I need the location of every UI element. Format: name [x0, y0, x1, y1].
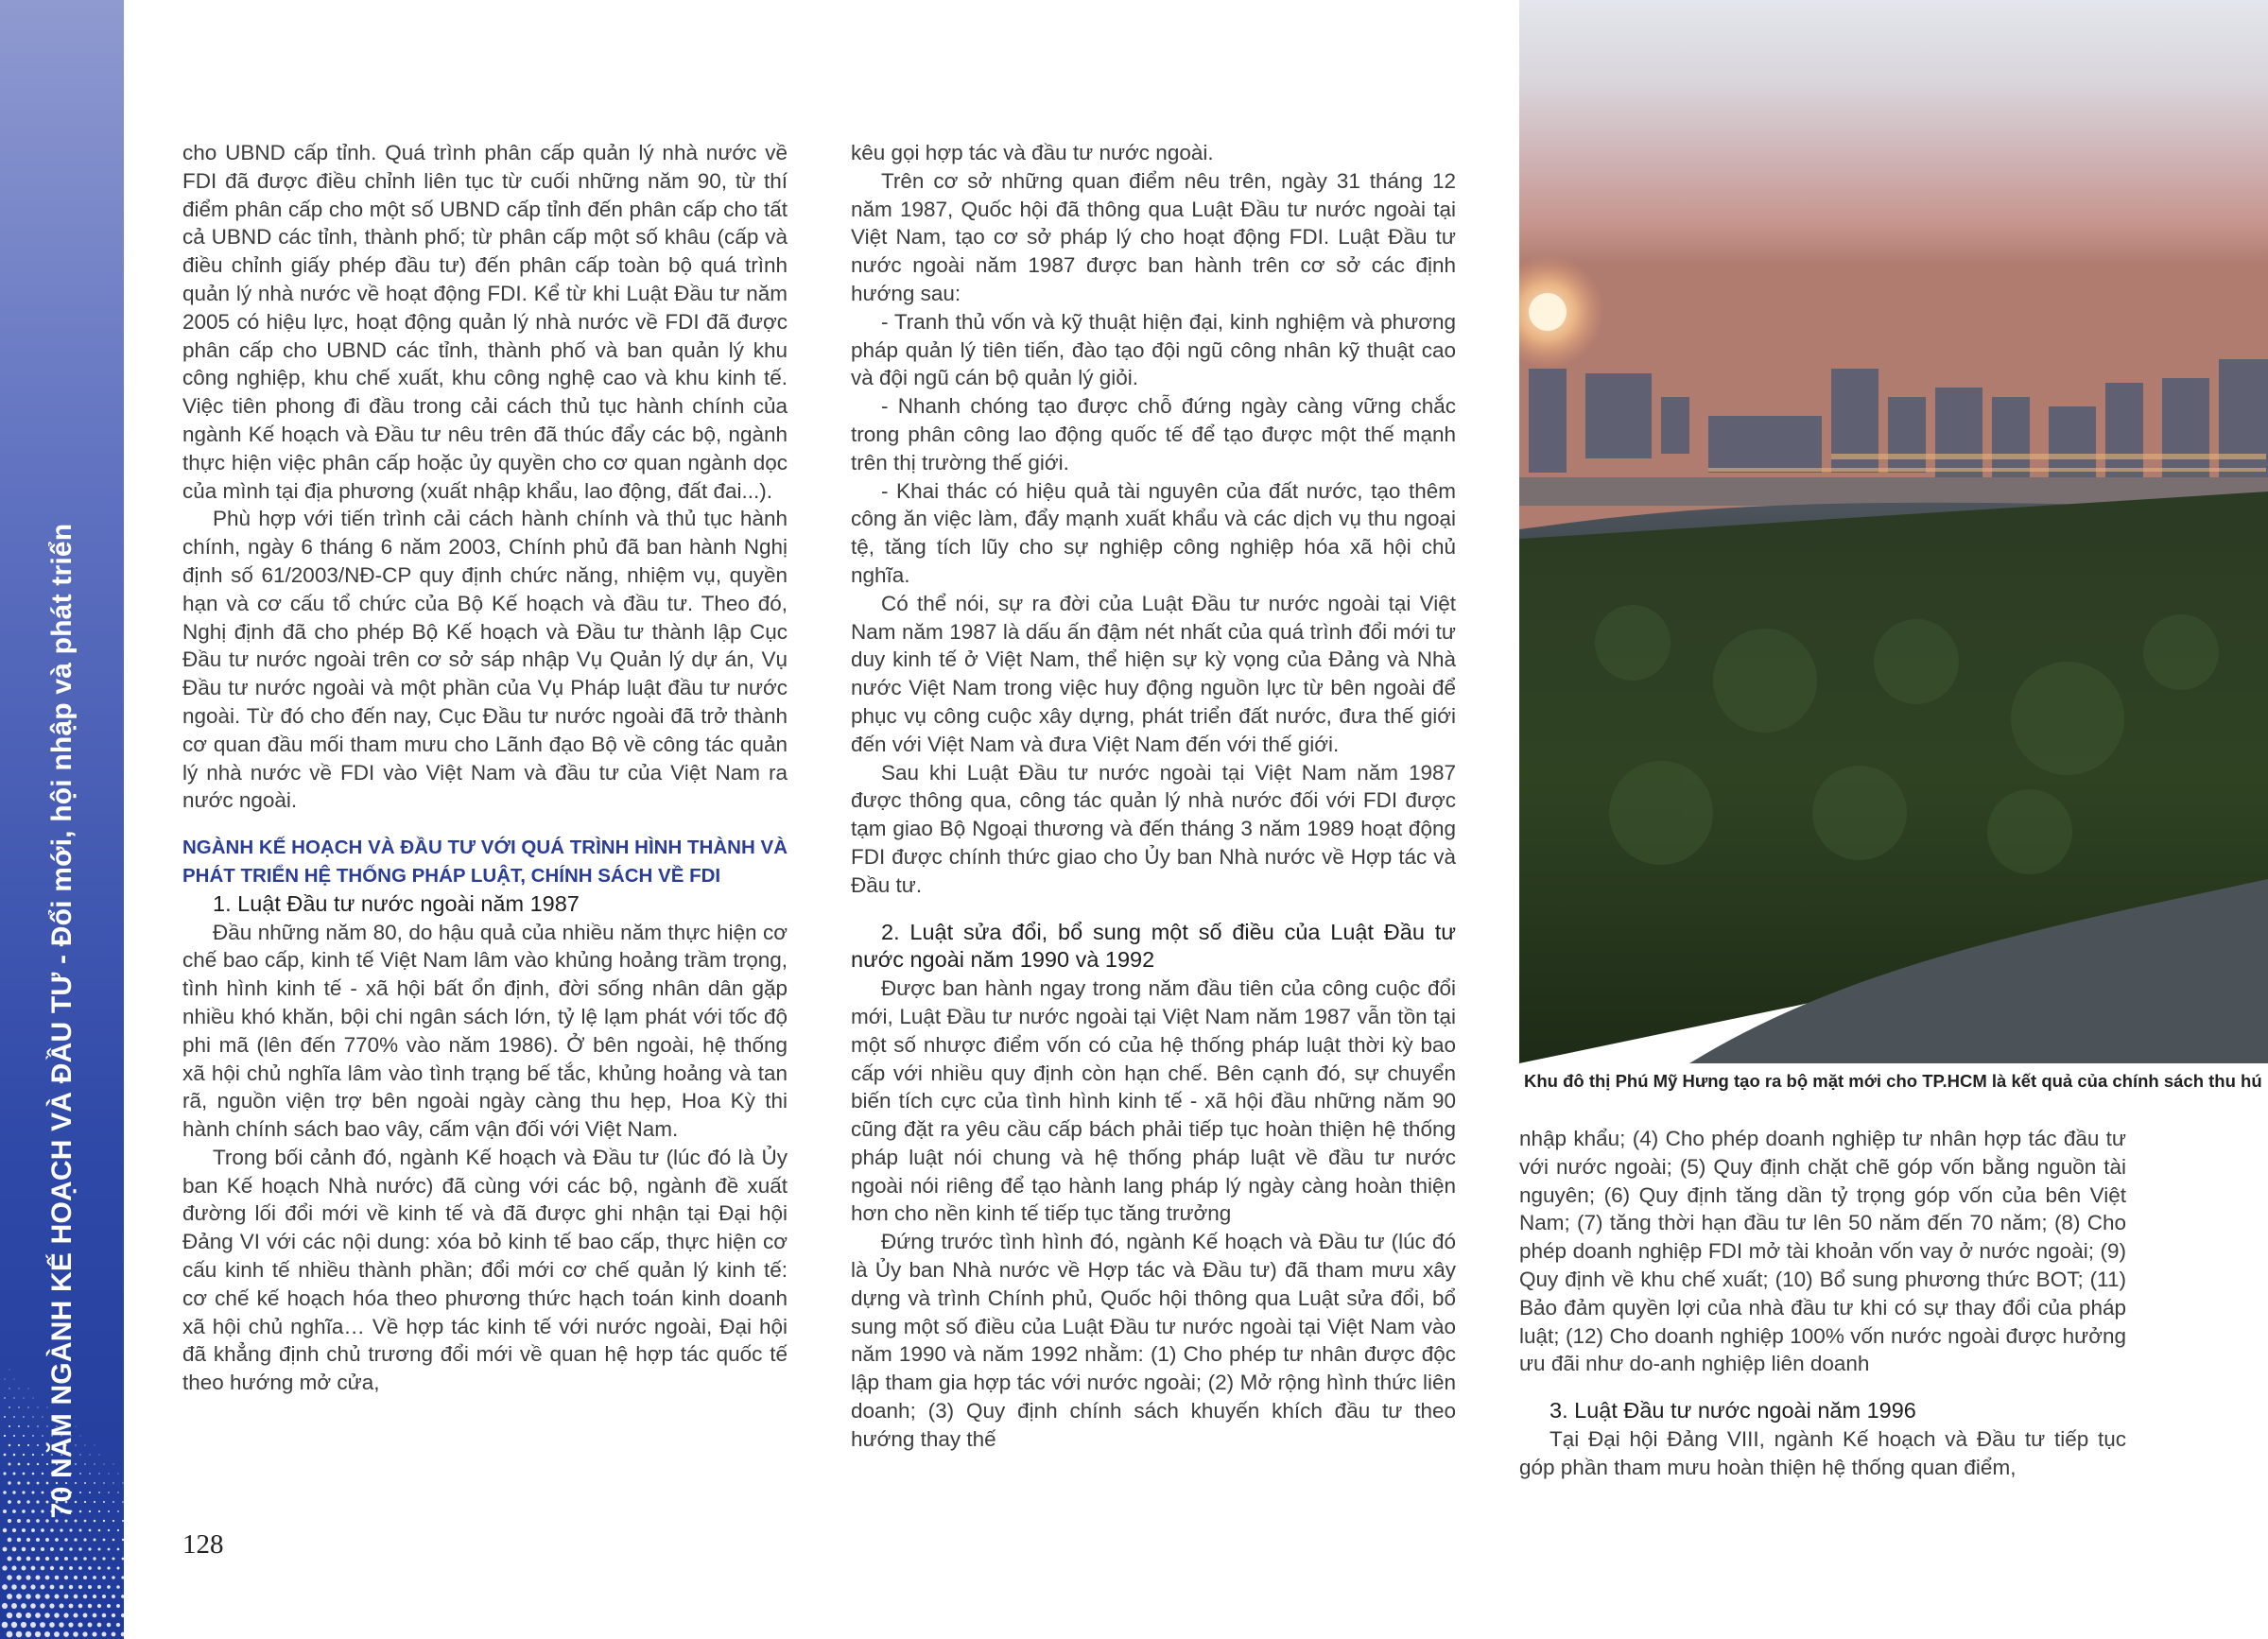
halftone-dot — [74, 1557, 78, 1561]
halftone-dot — [27, 1482, 30, 1485]
halftone-dot — [60, 1547, 63, 1551]
halftone-dot — [102, 1632, 107, 1637]
halftone-dot — [78, 1547, 81, 1550]
halftone-dot — [8, 1481, 10, 1484]
halftone-dot — [42, 1435, 43, 1437]
halftone-dot — [21, 1603, 26, 1609]
halftone-dot — [23, 1454, 25, 1456]
halftone-dot — [84, 1520, 87, 1523]
halftone-dot — [36, 1519, 40, 1523]
halftone-dot — [31, 1566, 36, 1571]
halftone-dot — [60, 1566, 63, 1570]
halftone-dot — [50, 1528, 54, 1532]
halftone-dot — [35, 1594, 40, 1598]
halftone-dot — [23, 1397, 24, 1398]
paragraph: Được ban hành ngay trong năm đầu tiên của công cuộc đổi mới, Luật Đầu tư nước ngoài tại Việt Nam năm 1987 vẫn tồn tại một số nhược điểm vốn có của hệ thống pháp luật thời kỳ bao cấp với nhiều quy định còn hạn chế. Bên cạnh đó, sự chuyển biến tích cực của tình hình kinh tế - xã hội đầu những năm 90 cũng đặt ra yêu cầu cấp bách phải tiếp tục hoàn thiện hệ thống pháp luật nói chung và hệ thống pháp luật về đầu tư nước ngoài nói riêng để tạo hành lang pháp lý ngày càng hoàn thiện hơn cho nền kinh tế tiếp tục tăng trưởng — [851, 976, 1456, 1226]
halftone-dot — [18, 1406, 19, 1407]
halftone-dot — [9, 1425, 10, 1427]
halftone-dot — [54, 1594, 59, 1598]
halftone-dot — [50, 1566, 54, 1570]
halftone-dot — [97, 1566, 100, 1569]
text-column-1 — [182, 139, 788, 1397]
halftone-dot — [108, 1529, 110, 1531]
halftone-dot — [88, 1566, 92, 1570]
halftone-dot — [42, 1492, 44, 1494]
halftone-dot — [107, 1566, 110, 1569]
halftone-dot — [116, 1585, 120, 1589]
halftone-dot — [113, 1464, 114, 1465]
halftone-dot — [41, 1547, 44, 1551]
halftone-dot — [8, 1519, 11, 1523]
halftone-dot — [113, 1539, 115, 1542]
subsection-heading: 1. Luật Đầu tư nước ngoài năm 1987 — [213, 890, 580, 916]
halftone-dot — [22, 1528, 26, 1532]
halftone-dot — [68, 1622, 73, 1627]
paragraph: Trên cơ sở những quan điểm nêu trên, ngày 31 tháng 12 năm 1987, Quốc hội đã thông qua Luật Đầu tư nước ngoài tại Việt Nam, tạo cơ sở pháp lý cho hoạt động FDI. Luật Đầu tư nước ngoài năm 1987 được ban hành trên cơ sở các định hướng sau: — [851, 168, 1456, 305]
halftone-dot — [13, 1473, 16, 1475]
halftone-dot — [2, 1565, 7, 1570]
halftone-dot — [21, 1584, 26, 1589]
halftone-dot — [94, 1482, 95, 1484]
halftone-dot — [8, 1500, 11, 1504]
halftone-dot — [3, 1472, 6, 1475]
halftone-dot — [121, 1613, 124, 1617]
text-column-3 — [1519, 1125, 2126, 1482]
halftone-dot — [94, 1463, 95, 1464]
halftone-dot — [84, 1482, 86, 1484]
halftone-dot — [117, 1548, 120, 1551]
halftone-dot — [16, 1575, 21, 1579]
city-photo-illustration — [1519, 0, 2268, 1063]
sidebar-title-main: 70 NĂM NGÀNH KẾ HOẠCH VÀ ĐẦU TƯ — [46, 972, 78, 1519]
halftone-dot — [89, 1529, 92, 1532]
halftone-dot — [116, 1566, 119, 1569]
halftone-dot — [8, 1538, 12, 1543]
halftone-dot — [102, 1557, 105, 1560]
halftone-dot — [37, 1406, 38, 1407]
halftone-dot — [44, 1631, 50, 1637]
halftone-dot — [55, 1576, 60, 1580]
halftone-dot — [26, 1613, 31, 1618]
halftone-dot — [36, 1500, 39, 1503]
halftone-dot — [3, 1547, 8, 1552]
halftone-dot — [89, 1454, 90, 1455]
spacer — [1519, 1378, 2126, 1397]
halftone-dot — [30, 1622, 36, 1628]
halftone-dot — [9, 1406, 10, 1408]
halftone-dot — [44, 1613, 50, 1618]
halftone-dot — [17, 1538, 21, 1542]
halftone-dot — [112, 1576, 114, 1579]
halftone-dot — [88, 1547, 91, 1550]
halftone-dot — [102, 1595, 106, 1598]
halftone-dot — [33, 1398, 34, 1399]
halftone-dot — [45, 1538, 49, 1542]
halftone-dot — [4, 1454, 7, 1457]
halftone-dot — [22, 1491, 25, 1493]
halftone-dot — [9, 1370, 10, 1371]
halftone-dot — [18, 1444, 20, 1446]
halftone-dot — [98, 1529, 101, 1532]
halftone-dot — [78, 1604, 83, 1609]
halftone-dot — [107, 1623, 112, 1628]
halftone-dot — [83, 1538, 86, 1541]
halftone-dot — [49, 1603, 54, 1608]
halftone-dot — [12, 1528, 16, 1532]
halftone-dot — [84, 1463, 85, 1464]
halftone-dot — [97, 1604, 101, 1608]
halftone-dot — [41, 1585, 45, 1590]
halftone-dot — [94, 1501, 95, 1503]
halftone-dot — [112, 1595, 115, 1598]
paragraph: Đầu những năm 80, do hậu quả của nhiều năm thực hiện cơ chế bao cấp, kinh tế Việt Nam lâm vào khủng hoảng trầm trọng, tình hình kinh tế - xã hội bất ổn định, đời sống nhân dân gặp nhiều khó khăn, bội chi ngân sách lớn, tỷ lệ lạm phát với tốc độ phi mã (lên đến 770% vào năm 1986). Ở bên ngoài, hệ thống xã hội chủ nghĩa lâm vào tình trạng bế tắc, khủng hoảng và tan rã, nguồn viện trợ bên ngoài ngày càng thu hẹp, Hoa Kỳ thi hành chính sách bao vây, cấm vận đối với Việt Nam. — [182, 920, 788, 1142]
halftone-dot — [112, 1632, 116, 1637]
halftone-dot — [30, 1584, 35, 1589]
halftone-dot — [31, 1547, 35, 1551]
halftone-dot — [82, 1631, 87, 1636]
halftone-dot — [36, 1538, 40, 1542]
halftone-dot — [11, 1622, 17, 1628]
halftone-dot — [108, 1473, 109, 1474]
sidebar-band — [0, 0, 124, 1639]
halftone-dot — [103, 1520, 105, 1522]
halftone-dot — [121, 1576, 124, 1579]
halftone-dot — [88, 1623, 93, 1628]
halftone-dot — [23, 1416, 25, 1418]
bullet-paragraph: - Tranh thủ vốn và kỹ thuật hiện đại, kinh nghiệm và phương pháp quản lý tiên tiến, đào tạo đội ngũ công nhân kỹ thuật cao và đội ngũ cán bộ quản lý giỏi. — [851, 309, 1456, 390]
halftone-dot — [74, 1595, 78, 1599]
halftone-dot — [64, 1538, 68, 1542]
paragraph: Phù hợp với tiến trình cải cách hành chính và thủ tục hành chính, ngày 6 tháng 6 năm 2003, Chính phủ đã ban hành Nghị định số 61/2003/NĐ-CP quy định chức năng, nhiệm vụ, quyền hạn và cơ cấu tổ chức của Bộ Kế hoạch và đầu tư. Theo đó, Nghị định đã cho phép Bộ Kế hoạch và Đầu tư thành lập Cục Đầu tư nước ngoài trên cơ sở sáp nhập Vụ Quản lý dự án, Vụ Đầu tư nước ngoài và một phần của Vụ Pháp luật đầu tư nước ngoài. Từ đó cho đến nay, Cục Đầu tư nước ngoài đã trở thành cơ quan đầu mối tham mưu cho Lãnh đạo Bộ về công tác quản lý nhà nước về FDI vào Việt Nam và đầu tư của Việt Nam ra nước ngoài. — [182, 507, 788, 813]
halftone-dot — [22, 1547, 26, 1552]
halftone-dot — [60, 1585, 64, 1590]
halftone-dot — [7, 1613, 12, 1618]
halftone-dot — [37, 1463, 39, 1465]
halftone-dot — [97, 1623, 102, 1628]
halftone-dot — [32, 1454, 34, 1456]
bullet-paragraph: - Khai thác có hiệu quả tài nguyên của đất nước, tạo thêm công ăn việc làm, đẩy mạnh xuất khẩu và các dịch vụ thu ngoại tệ, tăng tích lũy cho sự nghiệp công nghiệp hóa xã hội chủ nghĩa. — [851, 478, 1456, 587]
halftone-dot — [13, 1435, 15, 1437]
halftone-dot — [18, 1388, 19, 1389]
paragraph: Đứng trước tình hình đó, ngành Kế hoạch và Đầu tư (lúc đó là Ủy ban Nhà nước về Hợp tác và Đầu tư) đã tham mưu xây dựng và trình Chính phủ, Quốc hội thông qua Luật sửa đổi, bổ sung một số điều của Luật Đầu tư nước ngoài tại Việt Nam vào năm 1990 và năm 1992 nhằm: (1) Cho phép tư nhân được độc lập tham gia hợp tác với nước ngoài; (2) Mở rộng hình thức liên doanh; (3) Quy định chính sách khuyến khích đầu tư theo hướng thay thế — [851, 1230, 1456, 1451]
halftone-dot — [41, 1510, 43, 1512]
halftone-dot — [83, 1557, 87, 1561]
halftone-dot — [41, 1528, 44, 1532]
halftone-dot — [112, 1557, 114, 1560]
halftone-dot — [59, 1622, 63, 1627]
halftone-dot — [4, 1416, 6, 1418]
sidebar-book-title — [46, 524, 78, 1519]
halftone-dot — [55, 1538, 59, 1542]
halftone-dot — [78, 1585, 82, 1589]
halftone-dot — [64, 1557, 68, 1561]
halftone-dot — [63, 1631, 69, 1637]
halftone-dot — [54, 1631, 60, 1637]
halftone-dot — [107, 1585, 111, 1589]
halftone-dot — [74, 1538, 77, 1541]
halftone-dot — [4, 1435, 6, 1437]
halftone-dot — [9, 1444, 11, 1447]
halftone-dot — [98, 1473, 99, 1474]
halftone-dot — [93, 1613, 97, 1618]
halftone-dot — [50, 1585, 55, 1590]
halftone-dot — [80, 1436, 81, 1437]
halftone-dot — [69, 1604, 74, 1609]
halftone-dot — [30, 1603, 36, 1609]
halftone-dot — [31, 1510, 34, 1512]
halftone-dot — [84, 1444, 85, 1445]
halftone-dot — [50, 1547, 54, 1551]
halftone-dot — [40, 1603, 44, 1608]
subsection-heading: 2. Luật sửa đổi, bổ sung một số điều của Luật Đầu tư nước ngoài năm 1990 và 1992 — [851, 919, 1456, 973]
halftone-dot — [22, 1510, 26, 1513]
halftone-dot — [41, 1566, 45, 1571]
halftone-dot — [17, 1519, 21, 1523]
halftone-dot — [64, 1595, 69, 1599]
halftone-dot — [88, 1585, 92, 1589]
halftone-dot — [75, 1520, 78, 1523]
halftone-dot — [93, 1557, 95, 1560]
paragraph: nhập khẩu; (4) Cho phép doanh nghiệp tư nhân hợp tác đầu tư với nước ngoài; (5) Quy định chặt chẽ góp vốn bằng nguồn tài nguyên; (6) Quy định tăng dần tỷ trọng góp vốn của bên Việt Nam; (7) tăng thời hạn đầu tư lên 50 năm đến 70 năm; (8) Cho phép doanh nghiệp FDI mở tài khoản vốn vay ở nước ngoài; (9) Quy định về khu chế xuất; (10) Bổ sung phương thức BOT; (11) Bảo đảm quyền lợi của nhà đầu tư khi có sự thay đổi của pháp luật; (12) Cho doanh nghiệp 100% vốn nước ngoài được hưởng ưu đãi như do-anh nghiệp liên doanh — [1519, 1127, 2126, 1376]
halftone-dot — [103, 1482, 105, 1484]
halftone-dot — [60, 1528, 62, 1531]
halftone-dot — [121, 1595, 124, 1598]
halftone-dot — [2, 1622, 9, 1629]
halftone-dot — [103, 1501, 105, 1503]
halftone-dot — [36, 1576, 41, 1580]
halftone-dot — [13, 1397, 14, 1398]
halftone-dot — [102, 1576, 106, 1579]
halftone-dot — [98, 1492, 100, 1493]
halftone-dot — [11, 1565, 16, 1570]
halftone-dot — [26, 1500, 29, 1503]
halftone-dot — [31, 1491, 34, 1493]
halftone-dot — [35, 1631, 41, 1637]
halftone-dot — [116, 1623, 120, 1627]
halftone-dot — [36, 1557, 41, 1561]
halftone-dot — [31, 1528, 35, 1532]
halftone-dot — [103, 1463, 104, 1464]
halftone-dot — [40, 1622, 45, 1628]
photo-caption: Khu đô thị Phú Mỹ Hưng tạo ra bộ mặt mới cho TP.HCM là kết quả của chính sách thu hú — [1524, 1071, 2262, 1091]
halftone-dot — [117, 1510, 119, 1512]
halftone-dot — [108, 1510, 110, 1512]
halftone-dot — [74, 1576, 78, 1579]
halftone-dot — [45, 1519, 48, 1522]
halftone-dot — [122, 1482, 123, 1483]
halftone-dot — [13, 1454, 16, 1457]
paragraph: Trong bối cảnh đó, ngành Kế hoạch và Đầu tư (lúc đó là Ủy ban Kế hoạch Nhà nước) đã cùng với các bộ, ngành đề xuất đường lối đổi mới về kinh tế và đã được ghi nhận tại Đại hội Đảng VI với các nội dung: xóa bỏ kinh tế bao cấp, thực hiện cơ cấu kinh tế nhiều thành phần; đổi mới cơ chế quản lý kinh tế: cơ chế kế hoạch hóa theo phương thức hạch toán kinh doanh xã hội chủ nghĩa… Về hợp tác kinh tế với nước ngoài, Đại hội đã khẳng định chủ trương đổi mới về quan hệ hợp tác quốc tế theo hướng mở cửa, — [182, 1145, 788, 1395]
halftone-dot — [98, 1510, 100, 1512]
halftone-dot — [26, 1538, 30, 1542]
halftone-dot — [89, 1473, 91, 1475]
halftone-dot — [93, 1576, 96, 1579]
halftone-dot — [112, 1613, 115, 1617]
halftone-dot — [83, 1595, 87, 1598]
halftone-dot — [79, 1492, 81, 1493]
halftone-dot — [89, 1510, 91, 1512]
halftone-dot — [69, 1585, 73, 1589]
halftone-dot — [113, 1520, 114, 1522]
halftone-dot — [9, 1463, 11, 1466]
halftone-dot — [26, 1557, 31, 1561]
halftone-dot — [11, 1584, 17, 1590]
halftone-dot — [118, 1474, 119, 1475]
halftone-dot — [18, 1425, 20, 1427]
halftone-dot — [27, 1463, 30, 1466]
page-number: 128 — [182, 1529, 224, 1560]
halftone-dot — [93, 1595, 96, 1598]
halftone-dot — [42, 1454, 43, 1456]
halftone-dot — [79, 1454, 80, 1455]
halftone-dot — [83, 1576, 87, 1579]
halftone-dot — [12, 1491, 15, 1493]
halftone-dot — [32, 1435, 34, 1437]
halftone-dot — [64, 1576, 68, 1579]
halftone-dot — [27, 1425, 29, 1427]
halftone-dot — [27, 1406, 28, 1407]
halftone-dot — [102, 1613, 107, 1618]
spacer — [182, 815, 788, 834]
halftone-dot — [16, 1613, 22, 1618]
halftone-dot — [2, 1584, 8, 1590]
halftone-dot — [69, 1566, 73, 1570]
halftone-dot — [79, 1510, 82, 1513]
halftone-dot — [116, 1604, 120, 1608]
halftone-dot — [42, 1416, 43, 1417]
halftone-dot — [55, 1557, 59, 1561]
halftone-dot — [107, 1604, 111, 1608]
paragraph: Sau khi Luật Đầu tư nước ngoài tại Việt Nam năm 1987 được thông qua, công tác quản lý nhà nước đối với FDI được tạm giao Bộ Ngoại thương và đến tháng 3 năm 1989 hoạt động FDI được chính thức giao cho Ủy ban Nhà nước về Hợp tác và Đầu tư. — [851, 760, 1456, 897]
halftone-dot — [37, 1482, 40, 1485]
halftone-dot — [2, 1603, 8, 1609]
halftone-dot — [103, 1539, 106, 1542]
paragraph: kêu gọi hợp tác và đầu tư nước ngoài. — [851, 141, 1214, 164]
halftone-dot — [13, 1416, 15, 1418]
halftone-dot — [16, 1631, 23, 1638]
halftone-dot — [26, 1631, 31, 1637]
halftone-dot — [26, 1594, 31, 1599]
halftone-dot — [23, 1473, 26, 1475]
halftone-dot — [99, 1455, 100, 1456]
halftone-dot — [11, 1603, 17, 1609]
halftone-dot — [122, 1520, 124, 1522]
halftone-dot — [3, 1528, 7, 1532]
halftone-dot — [122, 1558, 124, 1561]
halftone-dot — [7, 1631, 13, 1638]
halftone-dot — [44, 1594, 49, 1598]
halftone-dot — [7, 1594, 12, 1599]
halftone-dot — [54, 1613, 59, 1617]
halftone-dot — [35, 1613, 41, 1618]
halftone-dot — [94, 1520, 96, 1523]
halftone-dot — [78, 1566, 82, 1570]
halftone-dot — [79, 1473, 81, 1475]
halftone-dot — [45, 1576, 50, 1580]
subsection-heading: 3. Luật Đầu tư nước ngoài năm 1996 — [1550, 1398, 1916, 1423]
city-photo — [1519, 0, 2268, 1063]
halftone-dot — [63, 1613, 68, 1617]
halftone-dot — [16, 1594, 22, 1599]
halftone-dot — [7, 1556, 11, 1561]
halftone-dot — [17, 1481, 20, 1484]
halftone-dot — [117, 1529, 119, 1531]
halftone-dot — [94, 1539, 96, 1542]
spacer — [851, 900, 1456, 919]
halftone-dot — [113, 1501, 114, 1503]
halftone-dot — [12, 1547, 17, 1552]
halftone-dot — [27, 1444, 29, 1446]
halftone-dot — [4, 1397, 5, 1398]
halftone-dot — [26, 1575, 30, 1579]
halftone-dot — [23, 1435, 25, 1437]
halftone-dot — [4, 1378, 5, 1379]
text-column-2 — [851, 139, 1456, 1454]
halftone-dot — [78, 1622, 82, 1627]
halftone-dot — [83, 1613, 88, 1618]
halftone-dot — [59, 1603, 63, 1608]
halftone-dot — [92, 1631, 96, 1636]
halftone-dot — [79, 1529, 82, 1532]
halftone-dot — [89, 1492, 91, 1493]
sidebar-title-sub: - Đổi mới, hội nhập và phát triển — [46, 523, 78, 973]
halftone-dot — [73, 1631, 78, 1637]
halftone-dot — [18, 1463, 21, 1466]
halftone-dot — [17, 1500, 21, 1504]
bullet-paragraph: - Nhanh chóng tạo được chỗ đứng ngày càng vững chắc trong phân công lao động quốc tế để tạo được một thế mạnh trên thị trường thế giới. — [851, 394, 1456, 474]
halftone-dot — [45, 1557, 49, 1561]
halftone-dot — [88, 1604, 92, 1608]
halftone-dot — [7, 1575, 12, 1580]
halftone-dot — [3, 1510, 7, 1513]
halftone-dot — [122, 1501, 124, 1503]
halftone-dot — [26, 1519, 30, 1523]
halftone-dot — [121, 1632, 124, 1637]
halftone-dot — [55, 1519, 58, 1522]
halftone-dot — [21, 1622, 26, 1628]
halftone-dot — [69, 1547, 73, 1551]
halftone-dot — [97, 1585, 101, 1589]
halftone-dot — [122, 1539, 124, 1541]
halftone-dot — [37, 1444, 39, 1446]
halftone-dot — [84, 1501, 86, 1503]
halftone-dot — [17, 1557, 22, 1561]
halftone-dot — [12, 1510, 16, 1513]
paragraph: Tại Đại hội Đảng VIII, ngành Kế hoạch và Đầu tư tiếp tục góp phần tham mưu hoàn thiện hệ thống quan điểm, — [1519, 1426, 2126, 1479]
halftone-dot — [32, 1473, 35, 1475]
paragraph: cho UBND cấp tỉnh. Quá trình phân cấp quản lý nhà nước về FDI đã được điều chỉnh liên tục từ cuối những năm 90, từ thí điểm phân cấp cho một số UBND cấp tỉnh đến phân cấp cho tất cả UBND các tỉnh, thành phố; từ phân cấp một số khâu (cấp và điều chỉnh giấy phép đầu tư) đến phân cấp toàn bộ quá trình quản lý nhà nước về hoạt động FDI. Kể từ khi Luật Đầu tư năm 2005 có hiệu lực, hoạt động quản lý nhà nước về FDI đã được phân cấp cho UBND các tỉnh, thành phố và ban quản lý khu công nghiệp, khu chế xuất, khu công nghệ cao và khu kinh tế. Việc tiên phong đi đầu trong cải cách thủ tục hành chính của ngành Kế hoạch và Đầu tư nêu trên đã thúc đẩy các bộ, ngành thực hiện việc phân cấp hoặc ủy quyền cho cơ quan ngành dọc của mình tại địa phương (xuất nhập khẩu, lao động, đất đai...). — [182, 141, 788, 503]
halftone-dot — [49, 1622, 55, 1628]
halftone-dot — [108, 1492, 110, 1493]
paragraph: Có thể nói, sự ra đời của Luật Đầu tư nước ngoài tại Việt Nam năm 1987 là dấu ấn đậm nét nhất của quá trình đổi mới tư duy kinh tế ở Việt Nam, thể hiện sự kỳ vọng của Đảng và Nhà nước Việt Nam trong việc huy động nguồn lực từ bên ngoài để phục vụ công cuộc xây dựng, phát triển đất nước, đưa thế giới đến với Việt Nam và đưa Việt Nam đến với thế giới. — [851, 591, 1456, 756]
halftone-dot — [14, 1379, 15, 1380]
halftone-dot — [73, 1613, 78, 1617]
halftone-dot — [22, 1566, 26, 1571]
halftone-dot — [69, 1528, 72, 1531]
halftone-dot — [64, 1519, 67, 1522]
halftone-dot — [42, 1473, 43, 1475]
halftone-dot — [3, 1491, 7, 1494]
halftone-dot — [108, 1548, 111, 1551]
halftone-dot — [37, 1425, 39, 1427]
section-heading: NGÀNH KẾ HOẠCH VÀ ĐẦU TƯ VỚI QUÁ TRÌNH HÌNH THÀNH VÀ PHÁT TRIỂN HỆ THỐNG PHÁP LUẬT, CHÍNH SÁCH VỀ FDI — [182, 837, 788, 887]
halftone-dot — [97, 1547, 100, 1550]
halftone-dot — [32, 1416, 33, 1417]
